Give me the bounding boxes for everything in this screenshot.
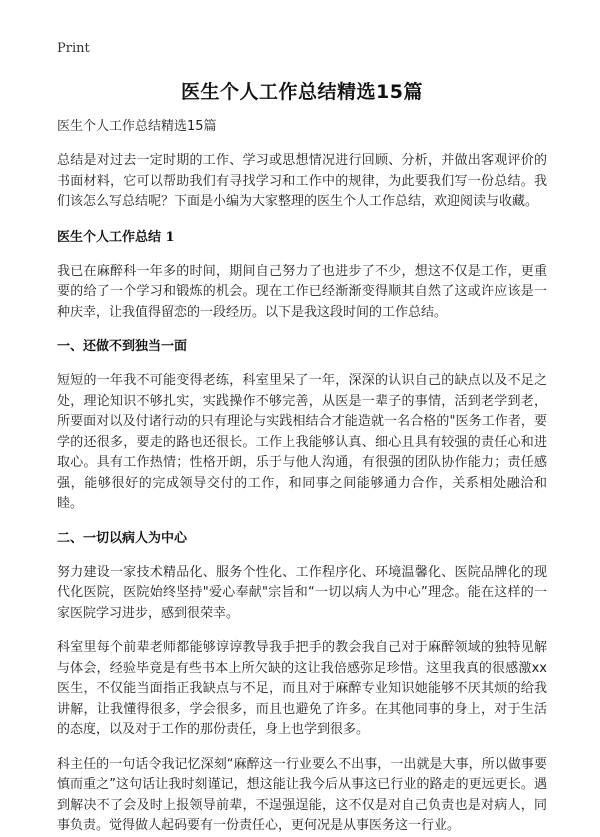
page-title: 医生个人工作总结精选15篇 (181, 81, 423, 103)
paragraph-a: 短短的一年我不可能变得老练，科室里呆了一年，深深的认识自己的缺点以及不足之处，理论知识不够扎实，实践操作不够完善，从医是一辈子的事情，活到老学到老，所要面对以及付诸行动的只有理论与实践相结合才能造就一名合格的"医务工作者，要学的还很多，要走的路也还很长。工作上我能够认真、细心且具有较强的责任心和进取心。具有工作热情；性格开朗，乐于与他人沟通，有很强的团队协作能力；责任感强，能够很好的完成领导交付的工作，和同事之间能够通力合作，关系相处融洽和睦。 (57, 373, 547, 511)
paragraph-b3: 科主任的一句话令我记忆深刻“麻醉这一行业要么不出事，一出就是大事，所以做事要慎而重之”这句话让我时刻谨记，想这能让我今后从事这已行业的路走的更远更长。遇到解决不了会及时上报领导前辈，不逞强逞能，这不仅是对自己负责也是对病人，同事负责。觉得做人起码要有一份责任心，更何况是从事医务这一行业。 (57, 756, 547, 833)
intro-paragraph: 总结是对过去一定时期的工作、学习或思想情况进行回顾、分析，并做出客观评价的书面材料，它可以帮助我们有寻找学习和工作中的规律，为此要我们写一份总结。我们该怎么写总结呢？下面是小编为大家整理的医生个人工作总结，欢迎阅读与收藏。 (57, 153, 547, 209)
document-page (57, 40, 547, 837)
section-heading-1: 医生个人工作总结 1 (57, 229, 175, 245)
print-link[interactable]: Print (57, 41, 90, 56)
paragraph-b1: 努力建设一家技术精品化、服务个性化、工作程序化、环境温馨化、医院品牌化的现代化医院，医院始终坚持"爱心奉献"宗旨和“一切以病人为中心”理念。能在这样的一家医院学习进步，感到很荣幸。 (57, 564, 547, 621)
paragraph-b2: 科室里每个前辈老师都能够谆谆教导我手把手的教会我自己对于麻醉领域的独特见解与体会，经验毕竟是有些书本上所欠缺的这让我倍感弥足珍惜。这里我真的很感激xx医生，不仅能当面指正我缺点与不足，而且对于麻醉专业知识她能够不厌其烦的给我讲解，让我懂得很多，学会很多，而且也避免了许多。在其他同事的身上，对于生活的态度，以及对于工作的那份责任，身上也学到很多。 (57, 640, 547, 737)
section1-paragraph: 我已在麻醉科一年多的时间，期间自己努力了也进步了不少，想这不仅是工作，更重要的给了一个学习和锻炼的机会。现在工作已经渐渐变得顺其自然了这或许应该是一种庆幸，让我值得留恋的一段经历。以下是我这段时间的工作总结。 (57, 263, 547, 320)
subheading-a: 一、还做不到独当一面 (57, 339, 188, 354)
document-subtitle: 医生个人工作总结精选15篇 (57, 119, 217, 134)
subheading-b: 二、一切以病人为中心 (57, 530, 188, 546)
